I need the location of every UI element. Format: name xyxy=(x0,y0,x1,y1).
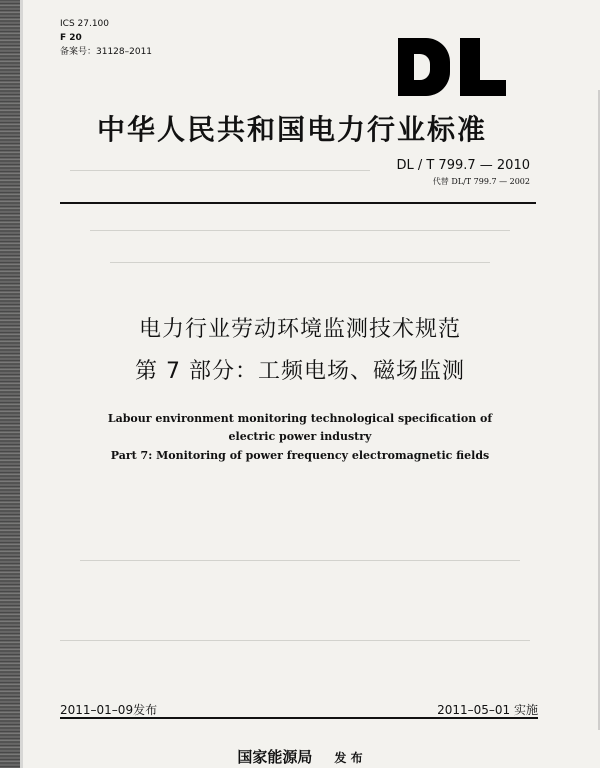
standard-number: DL / T 799.7 — 2010 xyxy=(396,158,530,173)
title-en-line1: Labour environment monitoring technological specification of xyxy=(107,412,493,425)
implementation-date: 2011–05–01 实施 xyxy=(437,703,538,717)
issue-date: 2011–01–09发布 xyxy=(60,703,158,717)
title-cn-line2: 第 7 部分：工频电场、磁场监测 xyxy=(135,359,465,384)
title-en-line3: Part 7: Monitoring of power frequency electromagnetic fields xyxy=(110,449,490,462)
scan-noise xyxy=(70,170,370,171)
record-number: 备案号：31128–2011 xyxy=(60,47,153,57)
replaces-standard: 代替 DL/T 799.7 — 2002 xyxy=(432,177,530,186)
scan-noise xyxy=(110,262,490,263)
publisher-action: 发 布 xyxy=(334,751,363,765)
title-en-line2: electric power industry xyxy=(228,430,372,443)
ics-code: ICS 27.100 xyxy=(60,19,110,29)
standard-category-title: 中华人民共和国电力行业标准 xyxy=(96,113,487,146)
classification-code: F 20 xyxy=(60,33,82,43)
footer-divider xyxy=(60,717,538,719)
dl-logo-l-foot xyxy=(460,80,506,96)
publisher xyxy=(0,746,600,767)
title-cn-line1: 电力行业劳动环境监测技术规范 xyxy=(138,317,461,342)
scan-noise xyxy=(60,640,530,641)
dl-logo-d-shape xyxy=(398,38,450,96)
scan-noise xyxy=(90,230,510,231)
scan-noise xyxy=(80,560,520,561)
header-divider xyxy=(60,202,536,204)
publisher-name: 国家能源局 xyxy=(237,748,313,766)
dl-logo xyxy=(398,38,506,96)
